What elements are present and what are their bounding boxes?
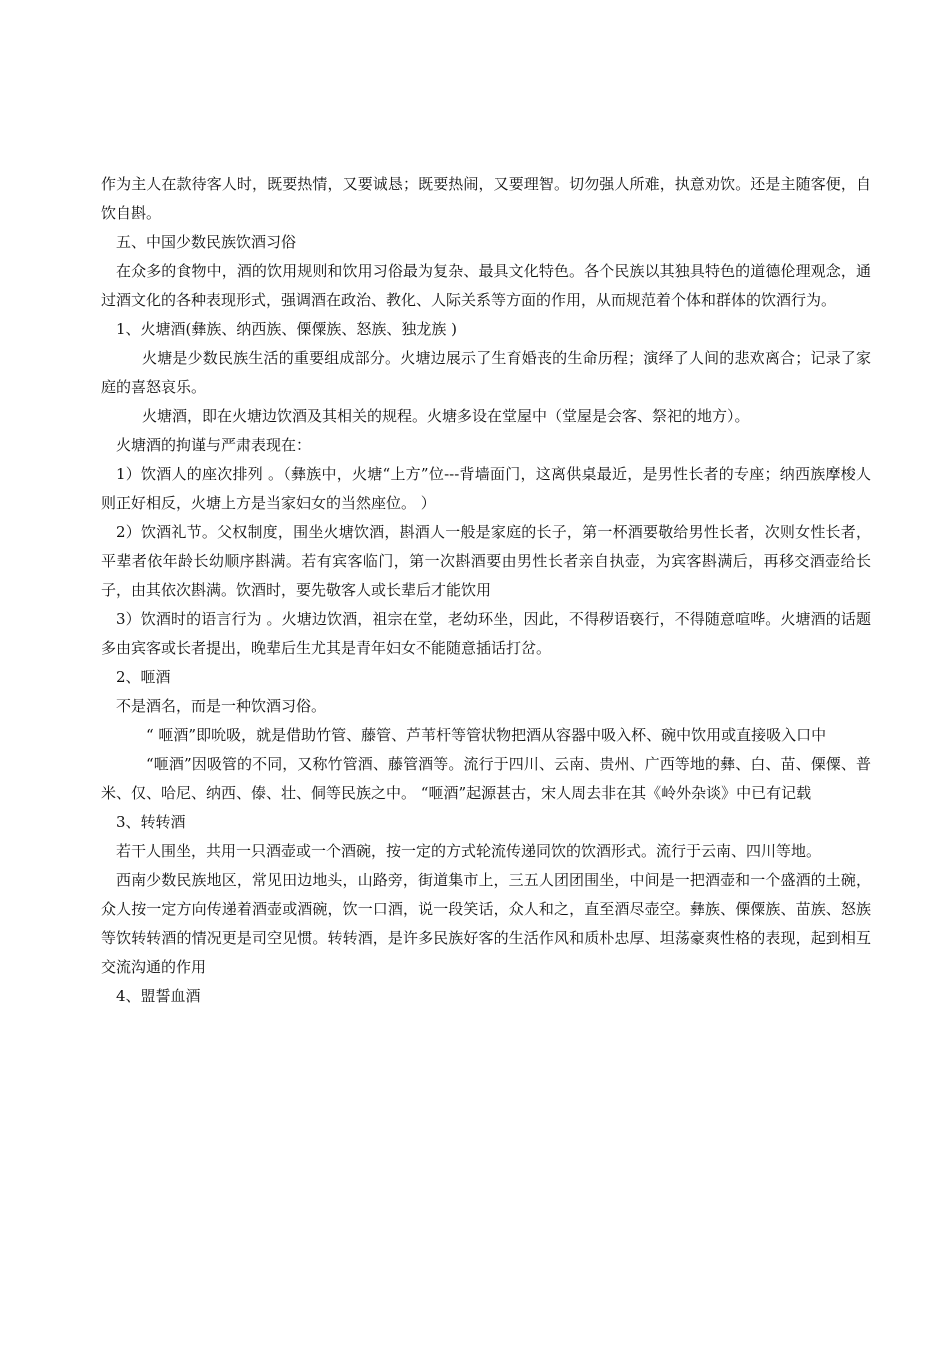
paragraph-fire-pit-definition: 火塘酒，即在火塘边饮酒及其相关的规程。火塘多设在堂屋中（堂屋是会客、祭祀的地方）。 xyxy=(142,407,750,425)
subheading-fire-pit-wine: 1、火塘酒(彝族、纳西族、傈僳族、怒族、独龙族 ) xyxy=(116,320,458,338)
paragraph-fire-pit-life: 火塘是少数民族生活的重要组成部分。火塘边展示了生育婚丧的生命历程；演绎了人间的悲欢离合；记录了家庭的喜怒哀乐。 xyxy=(101,349,871,396)
subheading-zhuanzhuan-wine: 3、转转酒 xyxy=(116,813,186,831)
paragraph-fire-pit-solemnity: 火塘酒的拘谨与严肃表现在： xyxy=(116,436,312,454)
paragraph-drinking-etiquette: 2）饮酒礼节。父权制度，围坐火塘饮酒，斟酒人一般是家庭的长子，第一杯酒要敬给男性长者，次则女性长者，平辈者依年龄长幼顺序斟满。若有宾客临门，第一次斟酒要由男性长者亲自执壶，为宾客斟满后，再移交酒壶给长子，由其依次斟满。饮酒时，要先敬客人或长辈后才能饮用 xyxy=(101,523,871,599)
paragraph-intro: 在众多的食物中，酒的饮用规则和饮用习俗最为复杂、最具文化特色。各个民族以其独具特色的道德伦理观念，通过酒文化的各种表现形式，强调酒在政治、教化、人际关系等方面的作用，从而规范着个体和群体的饮酒行为。 xyxy=(101,262,871,309)
subheading-za-wine: 2、咂酒 xyxy=(116,668,171,686)
document-body xyxy=(101,170,871,1011)
section-heading-minority-customs: 五、中国少数民族饮酒习俗 xyxy=(116,233,297,251)
paragraph-seating-order: 1）饮酒人的座次排列 。（彝族中，火塘“上方”位---背墙面门，这离供桌最近，是男性长者的专座；纳西族摩梭人则正好相反，火塘上方是当家妇女的当然座位。 ） xyxy=(101,465,871,512)
paragraph-zhuanzhuan-description: 西南少数民族地区，常见田边地头，山路旁，街道集市上，三五人团团围坐，中间是一把酒壶和一个盛酒的土碗，众人按一定方向传递着酒壶或酒碗，饮一口酒，说一段笑话，众人和之，直至酒尽壶空。彝族、傈僳族、苗族、怒族等饮转转酒的情况更是司空见惯。转转酒，是许多民族好客的生活作风和质朴忠厚、坦荡豪爽性格的表现，起到相互交流沟通的作用 xyxy=(101,871,871,976)
paragraph-host-etiquette: 作为主人在款待客人时，既要热情，又要诚恳；既要热闹，又要理智。切勿强人所难，执意劝饮。还是主随客便，自饮自斟。 xyxy=(101,175,871,222)
paragraph-speech-behavior: 3）饮酒时的语言行为 。火塘边饮酒，祖宗在堂，老幼环坐，因此，不得秽语亵行，不得随意喧哗。火塘酒的话题多由宾客或长者提出，晚辈后生尤其是青年妇女不能随意插话打岔。 xyxy=(101,610,871,657)
paragraph-za-wine-origin: “咂酒”因吸管的不同，又称竹管酒、藤管酒等。流行于四川、云南、贵州、广西等地的彝、白、苗、傈僳、普米、仅、哈尼、纳西、傣、壮、侗等民族之中。 “咂酒”起源甚古，宋人周去非在其《岭外杂谈》中已有记载 xyxy=(101,755,871,802)
subheading-oath-blood-wine: 4、盟誓血酒 xyxy=(116,987,201,1005)
paragraph-za-wine-definition: “ 咂酒”即吮吸，就是借助竹管、藤管、芦苇杆等管状物把酒从容器中吸入杯、碗中饮用或直接吸入口中 xyxy=(146,726,827,744)
paragraph-za-wine-custom: 不是酒名，而是一种饮酒习俗。 xyxy=(116,697,327,715)
paragraph-zhuanzhuan-definition: 若干人围坐，共用一只酒壶或一个酒碗，按一定的方式轮流传递同饮的饮酒形式。流行于云南、四川等地。 xyxy=(116,842,822,860)
